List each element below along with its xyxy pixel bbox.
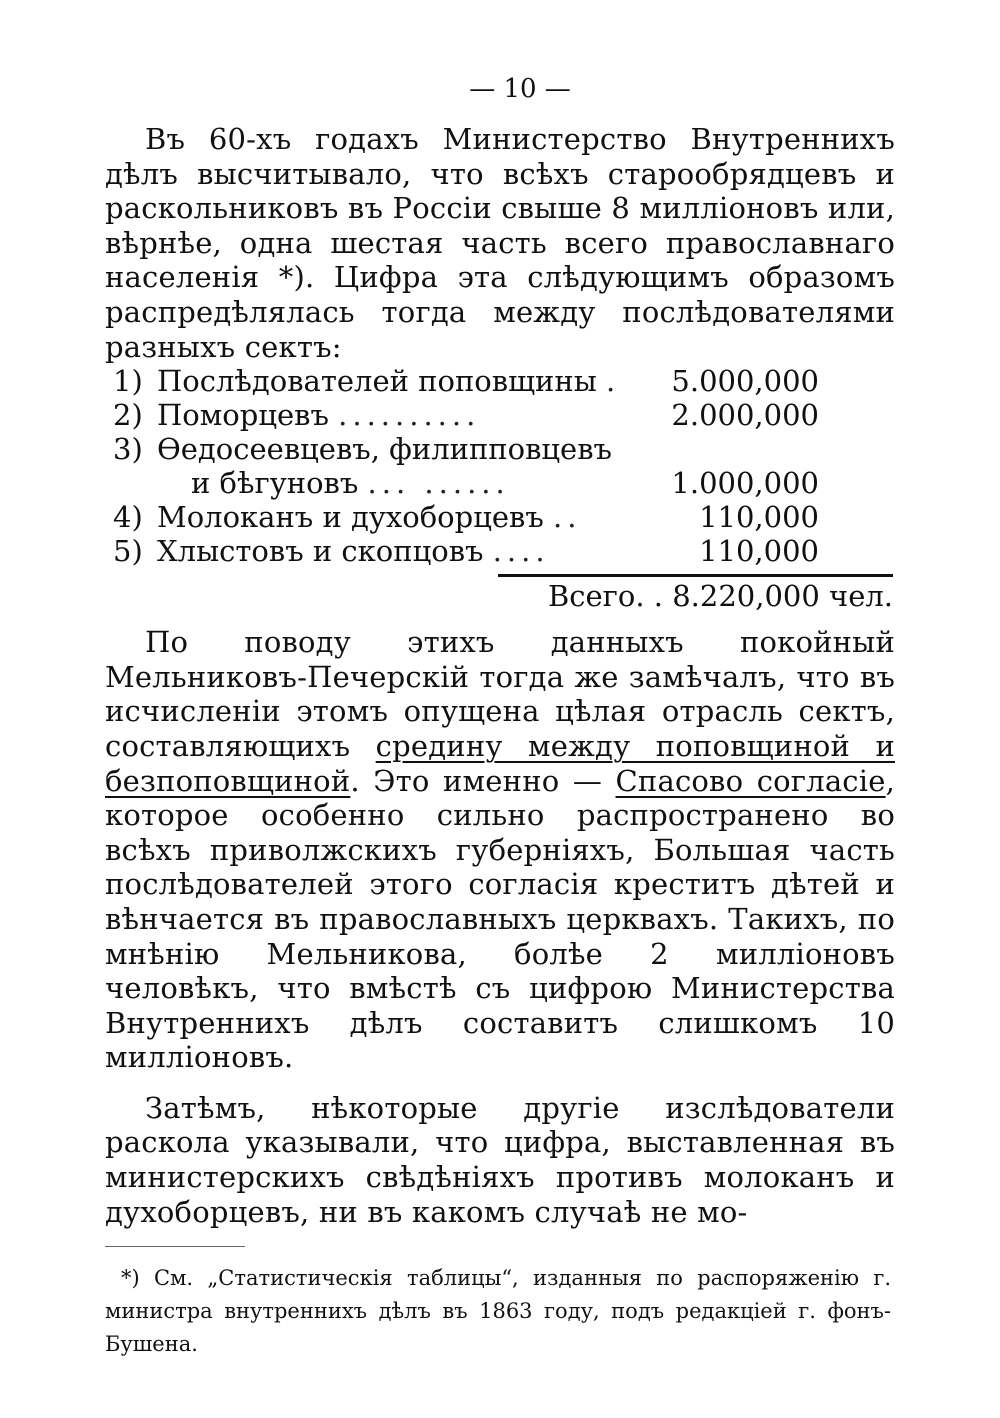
sect-name: Послѣдователей поповщины [157,364,597,399]
sect-name: Хлыстовъ и скопцовъ [157,534,484,569]
sect-name: Поморцевъ [157,398,329,433]
underlined-phrase: средину между поповщиной и безпоповщиной [105,728,895,798]
sect-value [659,432,819,466]
sect-number [113,466,157,500]
sect-value: 110,000 [699,534,819,569]
sect-name: Өедосеевцевъ, филипповцевъ [157,432,612,467]
sect-number: 2) [113,398,143,433]
sect-value: 110,000 [699,500,819,535]
paragraph-3: Затѣмъ, нѣкоторые другiе изслѣдователи раскола указывали, что цифра, выставленная въ министерскихъ свѣдѣнiяхъ противъ молоканъ и духоборцевъ, ни въ какомъ случаѣ не мо- [105,1090,895,1229]
leader-dots: .. [553,500,582,535]
underlined-phrase: Спасово согласiе [615,763,886,798]
sect-row [113,500,819,534]
footnote: *) См. „Статистическiя таблицы“, изданныя по распоряженiю г. министра внутреннихъ дѣлъ въ 1863 году, подъ редакцiей г. фонъ-Бушена. [105,1266,891,1356]
sect-name: Молоканъ и духоборцевъ [157,500,544,535]
leader-dots: ... ...... [367,466,510,501]
sect-number: 3) [113,432,143,467]
paragraph-2: По поводу этихъ данныхъ покойный Мельниковъ-Печерскiй тогда же замѣчалъ, что въ исчисленiи этомъ опущена цѣлая отрасль сектъ, составляющихъ средину между поповщиной и безпоповщиной. Это именно — Спасово согласiе, которое особенно сильно распространено во всѣхъ приволжскихъ губернiяхъ, Большая часть послѣдователей этого согласiя креститъ дѣтей и вѣнчается въ православныхъ церквахъ. Такихъ, по мнѣнiю Мельникова, болѣе 2 миллiоновъ человѣкъ, что вмѣстѣ съ цифрою Министерства Внутреннихъ дѣлъ составитъ слишкомъ 10 миллiоновъ. [105,625,896,1075]
sect-value: 5.000,000 [671,364,819,399]
sect-row [113,398,819,432]
leader-dots: .... [492,534,550,569]
sect-value: 1.000,000 [671,466,819,501]
sects-table [113,364,819,568]
total-line: Всего. . 8.220,000 чел. [547,579,893,614]
leader-dots: . [606,364,621,399]
page-number: — 10 — [469,74,571,104]
sect-number: 5) [113,534,143,569]
sect-value: 2.000,000 [671,398,819,433]
paragraph-1: Въ 60-хъ годахъ Министерство Внутреннихъ дѣлъ высчитывало, что всѣхъ старообрядцевъ и раскольниковъ въ Россiи свыше 8 миллiоновъ или, вѣрнѣе, одна шестая часть всего православнаго населенiя *). Цифра эта слѣдующимъ образомъ распредѣлялась тогда между послѣдователями разныхъ сектъ: [105,122,896,364]
sect-number: 1) [113,364,143,399]
sect-row [113,466,819,500]
sect-name: и бѣгуновъ [191,466,359,501]
leader-dots: .......... [338,398,481,433]
page-body [105,70,895,1229]
sect-number: 4) [113,500,143,535]
sect-row [113,432,819,466]
sect-row [113,364,819,398]
footnote-rule [105,1246,245,1247]
sect-row [113,534,819,568]
